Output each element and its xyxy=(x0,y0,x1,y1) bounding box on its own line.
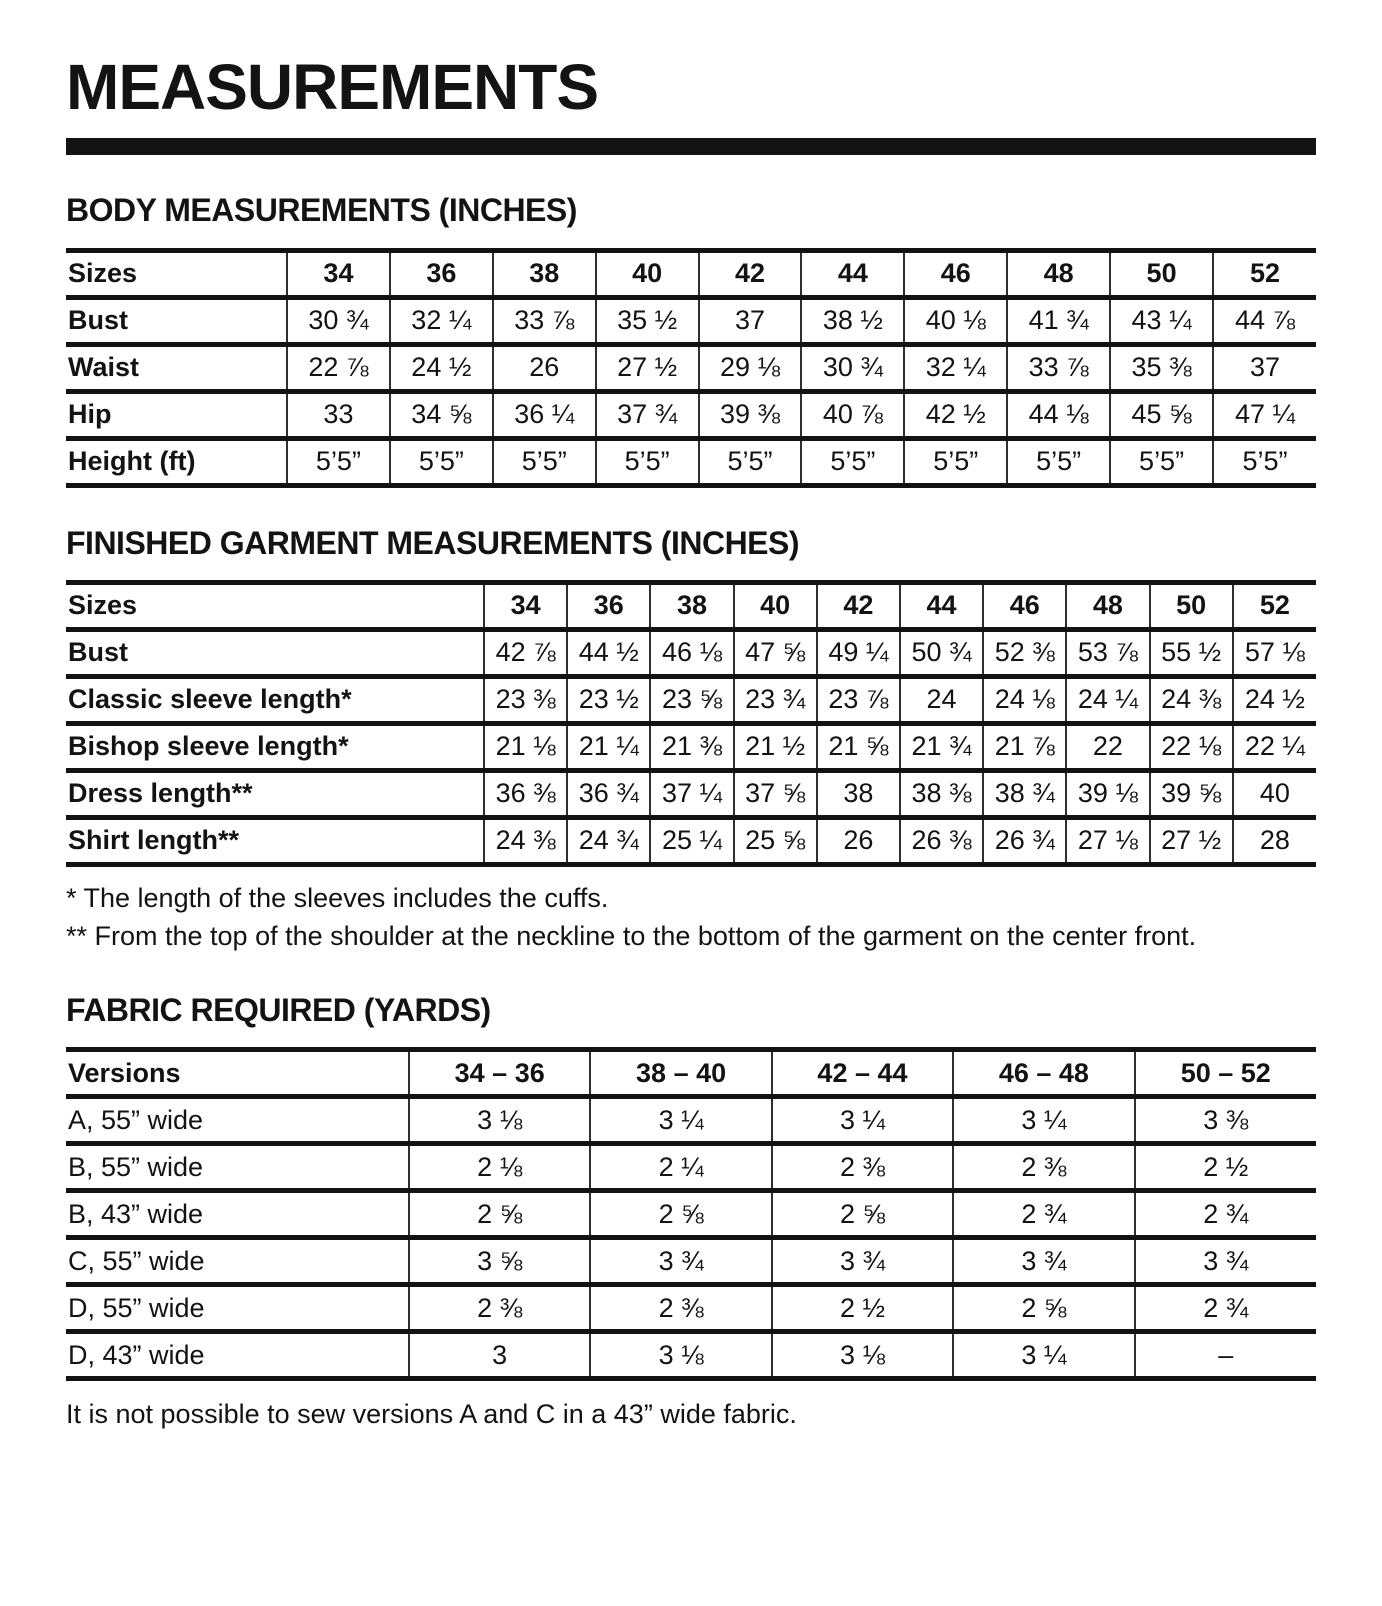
size-column-header: 52 xyxy=(1233,582,1316,629)
section-body-measurements xyxy=(66,191,1316,487)
value-cell: 52 ⅜ xyxy=(983,629,1066,676)
table-row xyxy=(66,344,1316,391)
size-column-header: 42 xyxy=(817,582,900,629)
value-cell: 49 ¼ xyxy=(817,629,900,676)
row-label: Dress length** xyxy=(68,778,253,809)
value-cell: 3 ⅛ xyxy=(772,1332,953,1379)
value-cell: 3 ¼ xyxy=(953,1332,1134,1379)
value-cell: 34 ⅝ xyxy=(390,391,493,438)
value-cell: 39 ⅜ xyxy=(699,391,802,438)
value-cell: 27 ½ xyxy=(596,344,699,391)
size-column-header: 46 – 48 xyxy=(953,1050,1134,1097)
value-cell: 5’5” xyxy=(596,438,699,485)
size-column-header: 38 xyxy=(650,582,733,629)
table-row xyxy=(66,817,1316,864)
value-cell: 46 ⅛ xyxy=(650,629,733,676)
value-cell: 23 ⅞ xyxy=(817,676,900,723)
value-cell: 37 xyxy=(699,297,802,344)
value-cell: 24 ¼ xyxy=(1066,676,1149,723)
row-label: Shirt length** xyxy=(68,825,240,856)
value-cell: 35 ⅜ xyxy=(1110,344,1213,391)
value-cell: 2 ⅝ xyxy=(772,1191,953,1238)
value-cell: 39 ⅝ xyxy=(1150,770,1233,817)
table-row xyxy=(66,1285,1316,1332)
value-cell: 42 ½ xyxy=(904,391,1007,438)
size-column-header: 50 xyxy=(1110,250,1213,297)
value-cell: 35 ½ xyxy=(596,297,699,344)
value-cell: 37 ¾ xyxy=(596,391,699,438)
value-cell: 21 ⅜ xyxy=(650,723,733,770)
value-cell: 26 ¾ xyxy=(983,817,1066,864)
value-cell: – xyxy=(1135,1332,1316,1379)
finished-garment-table xyxy=(66,580,1316,867)
value-cell: 22 ¼ xyxy=(1233,723,1316,770)
value-cell: 3 ¼ xyxy=(772,1097,953,1144)
table-header-row xyxy=(66,1050,1316,1097)
table-row xyxy=(66,297,1316,344)
value-cell: 24 ½ xyxy=(1233,676,1316,723)
table-row xyxy=(66,1238,1316,1285)
size-column-header: 42 xyxy=(699,250,802,297)
value-cell: 5’5” xyxy=(904,438,1007,485)
fabric-footnote: It is not possible to sew versions A and C in a 43” wide fabric. xyxy=(66,1399,797,1430)
row-label: Waist xyxy=(68,352,140,383)
value-cell: 44 ⅛ xyxy=(1007,391,1110,438)
value-cell: 3 ¼ xyxy=(953,1097,1134,1144)
table-corner-label: Versions xyxy=(68,1057,181,1088)
body-measurements-heading: BODY MEASUREMENTS (INCHES) xyxy=(66,192,577,229)
table-row xyxy=(66,1097,1316,1144)
value-cell: 36 ⅜ xyxy=(484,770,567,817)
footnote-lengths: ** From the top of the shoulder at the neckline to the bottom of the garment on the center front. xyxy=(66,920,1197,951)
value-cell: 5’5” xyxy=(493,438,596,485)
value-cell: 23 ¾ xyxy=(734,676,817,723)
value-cell: 21 ¼ xyxy=(567,723,650,770)
row-label: Classic sleeve length* xyxy=(68,684,352,715)
value-cell: 22 ⅞ xyxy=(287,344,390,391)
body-measurements-table xyxy=(66,248,1316,488)
value-cell: 26 xyxy=(493,344,596,391)
value-cell: 24 ⅜ xyxy=(484,817,567,864)
value-cell: 33 xyxy=(287,391,390,438)
value-cell: 42 ⅞ xyxy=(484,629,567,676)
value-cell: 3 ⅛ xyxy=(409,1097,590,1144)
size-column-header: 48 xyxy=(1007,250,1110,297)
value-cell: 40 ⅞ xyxy=(801,391,904,438)
row-label: Bust xyxy=(68,637,128,668)
value-cell: 38 ⅜ xyxy=(900,770,983,817)
value-cell: 32 ¼ xyxy=(390,297,493,344)
size-column-header: 50 – 52 xyxy=(1135,1050,1316,1097)
fabric-required-table xyxy=(66,1047,1316,1381)
value-cell: 27 ½ xyxy=(1150,817,1233,864)
row-label: B, 55” wide xyxy=(68,1151,204,1182)
value-cell: 38 xyxy=(817,770,900,817)
row-label: C, 55” wide xyxy=(68,1245,205,1276)
value-cell: 22 ⅛ xyxy=(1150,723,1233,770)
size-column-header: 44 xyxy=(900,582,983,629)
table-row xyxy=(66,1191,1316,1238)
row-label: Hip xyxy=(68,399,112,430)
value-cell: 41 ¾ xyxy=(1007,297,1110,344)
value-cell: 2 ½ xyxy=(1135,1144,1316,1191)
value-cell: 5’5” xyxy=(1007,438,1110,485)
value-cell: 3 ⅛ xyxy=(590,1332,771,1379)
size-column-header: 36 xyxy=(390,250,493,297)
value-cell: 44 ⅞ xyxy=(1213,297,1316,344)
value-cell: 5’5” xyxy=(699,438,802,485)
footnote-sleeves: * The length of the sleeves includes the cuffs. xyxy=(66,882,609,913)
value-cell: 23 ⅝ xyxy=(650,676,733,723)
row-label: D, 43” wide xyxy=(68,1339,205,1370)
value-cell: 24 ⅛ xyxy=(983,676,1066,723)
size-column-header: 38 xyxy=(493,250,596,297)
value-cell: 2 ⅛ xyxy=(409,1144,590,1191)
value-cell: 24 xyxy=(900,676,983,723)
value-cell: 24 ¾ xyxy=(567,817,650,864)
value-cell: 21 ⅞ xyxy=(983,723,1066,770)
table-row xyxy=(66,676,1316,723)
table-row xyxy=(66,1332,1316,1379)
section-fabric-required xyxy=(66,991,1316,1433)
value-cell: 21 ⅝ xyxy=(817,723,900,770)
value-cell: 39 ⅛ xyxy=(1066,770,1149,817)
value-cell: 21 ⅛ xyxy=(484,723,567,770)
row-label: B, 43” wide xyxy=(68,1198,204,1229)
value-cell: 2 ⅜ xyxy=(409,1285,590,1332)
table-row xyxy=(66,723,1316,770)
size-column-header: 48 xyxy=(1066,582,1149,629)
value-cell: 26 ⅜ xyxy=(900,817,983,864)
size-column-header: 46 xyxy=(904,250,1007,297)
value-cell: 28 xyxy=(1233,817,1316,864)
value-cell: 2 ⅝ xyxy=(409,1191,590,1238)
fabric-required-heading: FABRIC REQUIRED (YARDS) xyxy=(66,991,491,1028)
title-rule xyxy=(66,138,1316,155)
table-row xyxy=(66,391,1316,438)
value-cell: 2 ⅜ xyxy=(590,1285,771,1332)
value-cell: 21 ¾ xyxy=(900,723,983,770)
table-corner-label: Sizes xyxy=(68,258,138,289)
page-title: MEASUREMENTS xyxy=(66,51,599,123)
table-row xyxy=(66,438,1316,485)
value-cell: 30 ¾ xyxy=(801,344,904,391)
value-cell: 37 ¼ xyxy=(650,770,733,817)
value-cell: 38 ¾ xyxy=(983,770,1066,817)
value-cell: 2 ¾ xyxy=(953,1191,1134,1238)
measurements-page xyxy=(0,51,1382,1606)
section-finished-garment xyxy=(66,524,1316,955)
value-cell: 2 ⅝ xyxy=(953,1285,1134,1332)
value-cell: 2 ¾ xyxy=(1135,1285,1316,1332)
value-cell: 37 ⅝ xyxy=(734,770,817,817)
value-cell: 5’5” xyxy=(287,438,390,485)
value-cell: 55 ½ xyxy=(1150,629,1233,676)
value-cell: 37 xyxy=(1213,344,1316,391)
value-cell: 23 ½ xyxy=(567,676,650,723)
row-label: Bust xyxy=(68,305,128,336)
size-column-header: 38 – 40 xyxy=(590,1050,771,1097)
value-cell: 21 ½ xyxy=(734,723,817,770)
value-cell: 32 ¼ xyxy=(904,344,1007,391)
value-cell: 3 xyxy=(409,1332,590,1379)
table-header-row xyxy=(66,582,1316,629)
value-cell: 5’5” xyxy=(390,438,493,485)
size-column-header: 40 xyxy=(596,250,699,297)
value-cell: 3 ¾ xyxy=(772,1238,953,1285)
value-cell: 22 xyxy=(1066,723,1149,770)
value-cell: 3 ¾ xyxy=(1135,1238,1316,1285)
value-cell: 40 ⅛ xyxy=(904,297,1007,344)
value-cell: 3 ⅜ xyxy=(1135,1097,1316,1144)
value-cell: 24 ⅜ xyxy=(1150,676,1233,723)
table-row xyxy=(66,770,1316,817)
value-cell: 3 ⅝ xyxy=(409,1238,590,1285)
value-cell: 33 ⅞ xyxy=(493,297,596,344)
finished-garment-footnotes xyxy=(66,879,1316,955)
table-corner-label: Sizes xyxy=(68,590,138,621)
value-cell: 26 xyxy=(817,817,900,864)
value-cell: 36 ¼ xyxy=(493,391,596,438)
value-cell: 2 ¾ xyxy=(1135,1191,1316,1238)
size-column-header: 44 xyxy=(801,250,904,297)
size-column-header: 42 – 44 xyxy=(772,1050,953,1097)
value-cell: 47 ⅝ xyxy=(734,629,817,676)
value-cell: 44 ½ xyxy=(567,629,650,676)
value-cell: 33 ⅞ xyxy=(1007,344,1110,391)
value-cell: 2 ⅜ xyxy=(772,1144,953,1191)
finished-garment-heading: FINISHED GARMENT MEASUREMENTS (INCHES) xyxy=(66,524,800,561)
value-cell: 38 ½ xyxy=(801,297,904,344)
value-cell: 40 xyxy=(1233,770,1316,817)
value-cell: 3 ¾ xyxy=(953,1238,1134,1285)
value-cell: 5’5” xyxy=(801,438,904,485)
value-cell: 25 ¼ xyxy=(650,817,733,864)
value-cell: 36 ¾ xyxy=(567,770,650,817)
value-cell: 2 ½ xyxy=(772,1285,953,1332)
value-cell: 30 ¾ xyxy=(287,297,390,344)
value-cell: 29 ⅛ xyxy=(699,344,802,391)
value-cell: 53 ⅞ xyxy=(1066,629,1149,676)
row-label: Height (ft) xyxy=(68,446,196,477)
value-cell: 2 ⅜ xyxy=(953,1144,1134,1191)
value-cell: 57 ⅛ xyxy=(1233,629,1316,676)
value-cell: 3 ¼ xyxy=(590,1097,771,1144)
size-column-header: 36 xyxy=(567,582,650,629)
value-cell: 5’5” xyxy=(1110,438,1213,485)
value-cell: 2 ⅝ xyxy=(590,1191,771,1238)
size-column-header: 46 xyxy=(983,582,1066,629)
value-cell: 2 ¼ xyxy=(590,1144,771,1191)
size-column-header: 52 xyxy=(1213,250,1316,297)
size-column-header: 34 xyxy=(484,582,567,629)
value-cell: 27 ⅛ xyxy=(1066,817,1149,864)
value-cell: 47 ¼ xyxy=(1213,391,1316,438)
table-row xyxy=(66,629,1316,676)
size-column-header: 34 – 36 xyxy=(409,1050,590,1097)
row-label: Bishop sleeve length* xyxy=(68,731,349,762)
row-label: D, 55” wide xyxy=(68,1292,205,1323)
value-cell: 43 ¼ xyxy=(1110,297,1213,344)
size-column-header: 50 xyxy=(1150,582,1233,629)
value-cell: 24 ½ xyxy=(390,344,493,391)
value-cell: 45 ⅝ xyxy=(1110,391,1213,438)
value-cell: 23 ⅜ xyxy=(484,676,567,723)
value-cell: 50 ¾ xyxy=(900,629,983,676)
value-cell: 5’5” xyxy=(1213,438,1316,485)
value-cell: 3 ¾ xyxy=(590,1238,771,1285)
size-column-header: 34 xyxy=(287,250,390,297)
value-cell: 25 ⅝ xyxy=(734,817,817,864)
row-label: A, 55” wide xyxy=(68,1104,204,1135)
table-row xyxy=(66,1144,1316,1191)
size-column-header: 40 xyxy=(734,582,817,629)
table-header-row xyxy=(66,250,1316,297)
